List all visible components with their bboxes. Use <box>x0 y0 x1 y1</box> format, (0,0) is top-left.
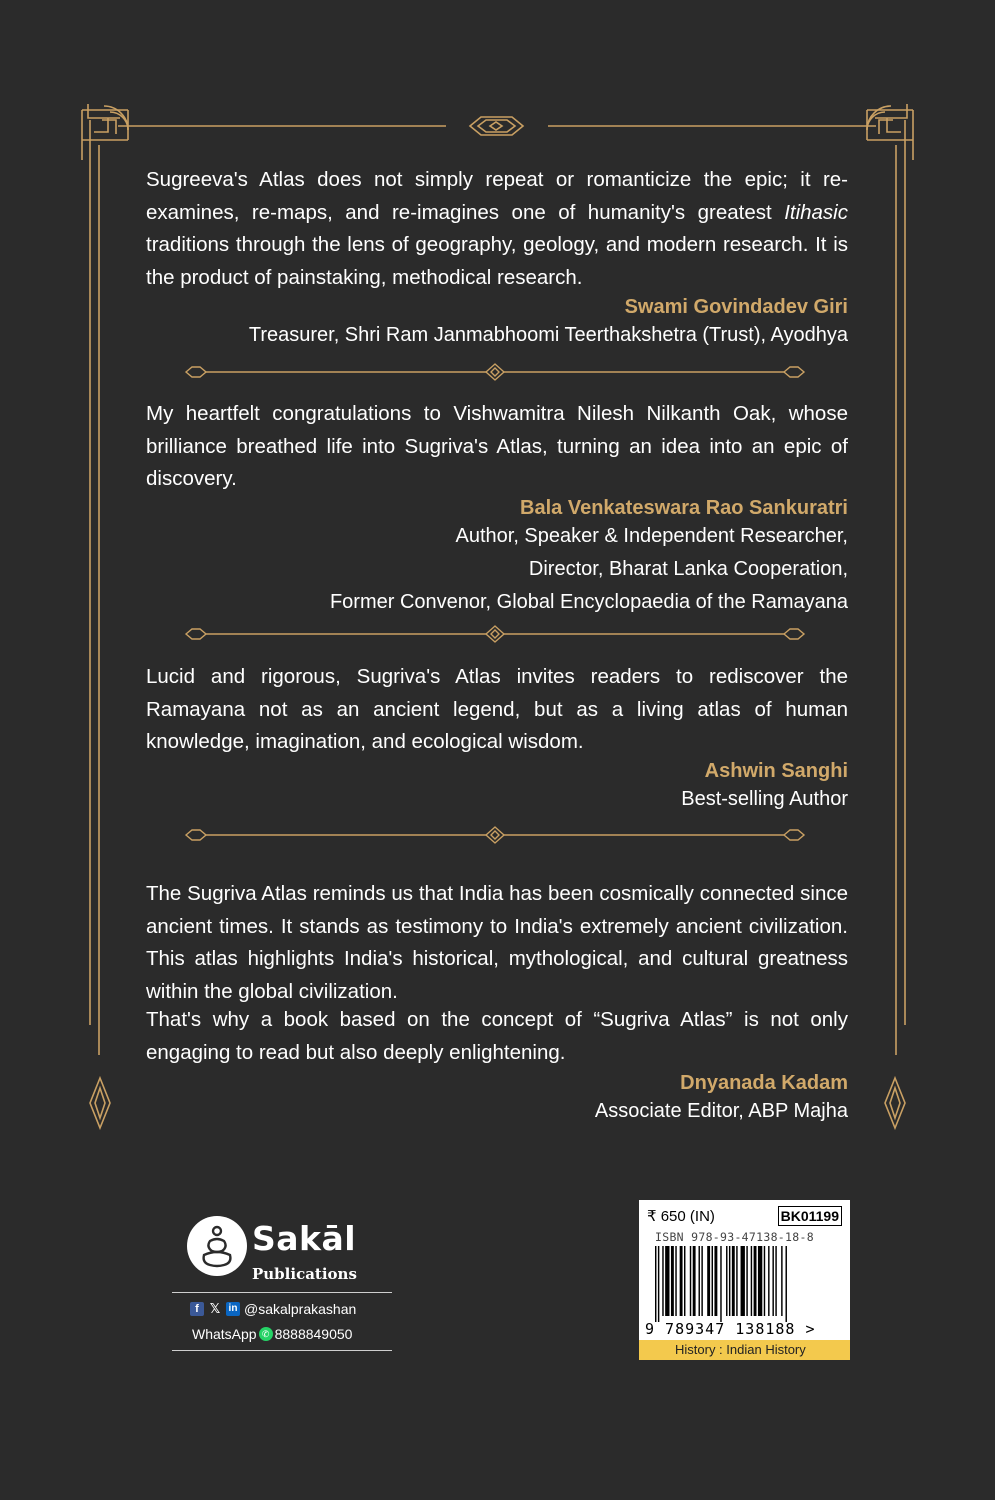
testimonial-1-paragraph: Sugreeva's Atlas does not simply repeat or romanticize the epic; it re-examines, re-maps, and re-imagines one of humanity's greatest Itihasic traditions through the lens of geography, geology, and modern research. It is the product of painstaking, methodical research. <box>146 168 848 289</box>
barcode-bar <box>658 1246 659 1322</box>
testimonial-2-role-2: Director, Bharat Lanka Cooperation, <box>528 558 848 580</box>
barcode-bar <box>675 1246 676 1316</box>
testimonial-4-text: The Sugriva Atlas reminds us that India has been cosmically connected since ancient times. It stands as testimony to India's extremely ancient civilization. This atlas highlights India's historical, mythological, and cultural greatness within the global civilization. That's why a book based on the concept of “Sugriva Atlas” is not only engaging to read but also deeply enlightening. <box>146 882 848 1064</box>
publisher-sub: Publications <box>252 1265 357 1283</box>
barcode-bar <box>772 1246 773 1316</box>
x-icon[interactable]: 𝕏 <box>209 1301 221 1316</box>
whatsapp-label: WhatsApp <box>192 1326 257 1342</box>
testimonial-1-text <box>146 164 848 294</box>
social-handle[interactable]: @sakalprakashan <box>244 1301 357 1317</box>
barcode-bar <box>729 1246 730 1316</box>
logo-divider <box>172 1292 392 1293</box>
social-row <box>190 1301 356 1317</box>
logo-divider-bottom <box>172 1350 392 1351</box>
barcode-bar <box>751 1246 752 1316</box>
testimonial-2-text: My heartfelt congratulations to Vishwamitra Nilesh Nilkanth Oak, whose brilliance breathed life into Sugriva's Atlas, turning an idea into an epic of discovery. <box>146 402 848 490</box>
publisher-name: Sakāl <box>252 1219 357 1258</box>
barcode-bar <box>714 1246 717 1316</box>
divider-1 <box>184 362 810 382</box>
barcode-bar <box>662 1246 663 1316</box>
barcode-bar <box>690 1246 691 1316</box>
barcode-bar <box>655 1246 656 1322</box>
category-label: History : Indian History <box>639 1340 850 1360</box>
linkedin-icon[interactable]: in <box>226 1302 240 1316</box>
divider-2 <box>184 624 810 644</box>
barcode-box <box>639 1200 850 1360</box>
barcode-bar <box>684 1246 685 1316</box>
sakal-logo-icon <box>186 1215 248 1277</box>
testimonial-1-role: Treasurer, Shri Ram Janmabhoomi Teerthakshetra (Trust), Ayodhya <box>248 324 848 346</box>
whatsapp-number[interactable]: 8888849050 <box>274 1326 353 1342</box>
testimonial-4-role: Associate Editor, ABP Majha <box>594 1100 848 1122</box>
testimonial-2-name: Bala Venkateswara Rao Sankuratri <box>520 497 848 519</box>
barcode-bar <box>754 1246 757 1316</box>
whatsapp-row <box>192 1326 352 1342</box>
testimonial-3-role: Best-selling Author <box>681 788 848 810</box>
barcode-bar <box>699 1246 700 1316</box>
divider-3 <box>184 825 810 845</box>
barcode-bar <box>720 1246 721 1322</box>
barcode-digits: 9 789347 138188 > <box>645 1320 816 1338</box>
book-code: BK01199 <box>778 1206 842 1226</box>
barcode-bar <box>758 1246 762 1316</box>
testimonial-2-role-1: Author, Speaker & Independent Researcher, <box>455 525 848 547</box>
barcode-bar <box>693 1246 696 1316</box>
testimonial-3-name: Ashwin Sanghi <box>704 760 848 782</box>
testimonial-3-text: Lucid and rigorous, Sugriva's Atlas invites readers to rediscover the Ramayana not as an ancient legend, but as a living atlas of human knowledge, imagination, and ecological wisdom. <box>146 665 848 753</box>
barcode-bar <box>786 1246 787 1322</box>
facebook-icon[interactable]: f <box>190 1302 204 1316</box>
barcode-bar <box>764 1246 765 1316</box>
barcode-bar <box>768 1246 769 1316</box>
barcode-bar <box>732 1246 735 1316</box>
barcode-bars <box>655 1246 835 1322</box>
barcode-bar <box>712 1246 713 1316</box>
barcode-bar <box>726 1246 727 1316</box>
testimonial-4-name: Dnyanada Kadam <box>680 1072 848 1094</box>
testimonial-2-role-3: Former Convenor, Global Encyclopaedia of the Ramayana <box>329 591 848 613</box>
barcode-bar <box>707 1246 710 1316</box>
barcode-bar <box>781 1246 782 1316</box>
isbn: ISBN 978-93-47138-18-8 <box>655 1230 814 1244</box>
testimonial-1-name: Swami Govindadev Giri <box>624 296 848 318</box>
barcode-bar <box>736 1246 737 1316</box>
whatsapp-icon: ✆ <box>259 1327 273 1341</box>
barcode-bar <box>671 1246 674 1316</box>
barcode-bar <box>775 1246 776 1316</box>
barcode-bar <box>680 1246 683 1316</box>
price: ₹ 650 (IN) <box>647 1208 715 1225</box>
barcode-bar <box>665 1246 669 1316</box>
barcode-bar <box>741 1246 745 1316</box>
barcode-bar <box>701 1246 702 1316</box>
barcode-bar <box>746 1246 747 1316</box>
